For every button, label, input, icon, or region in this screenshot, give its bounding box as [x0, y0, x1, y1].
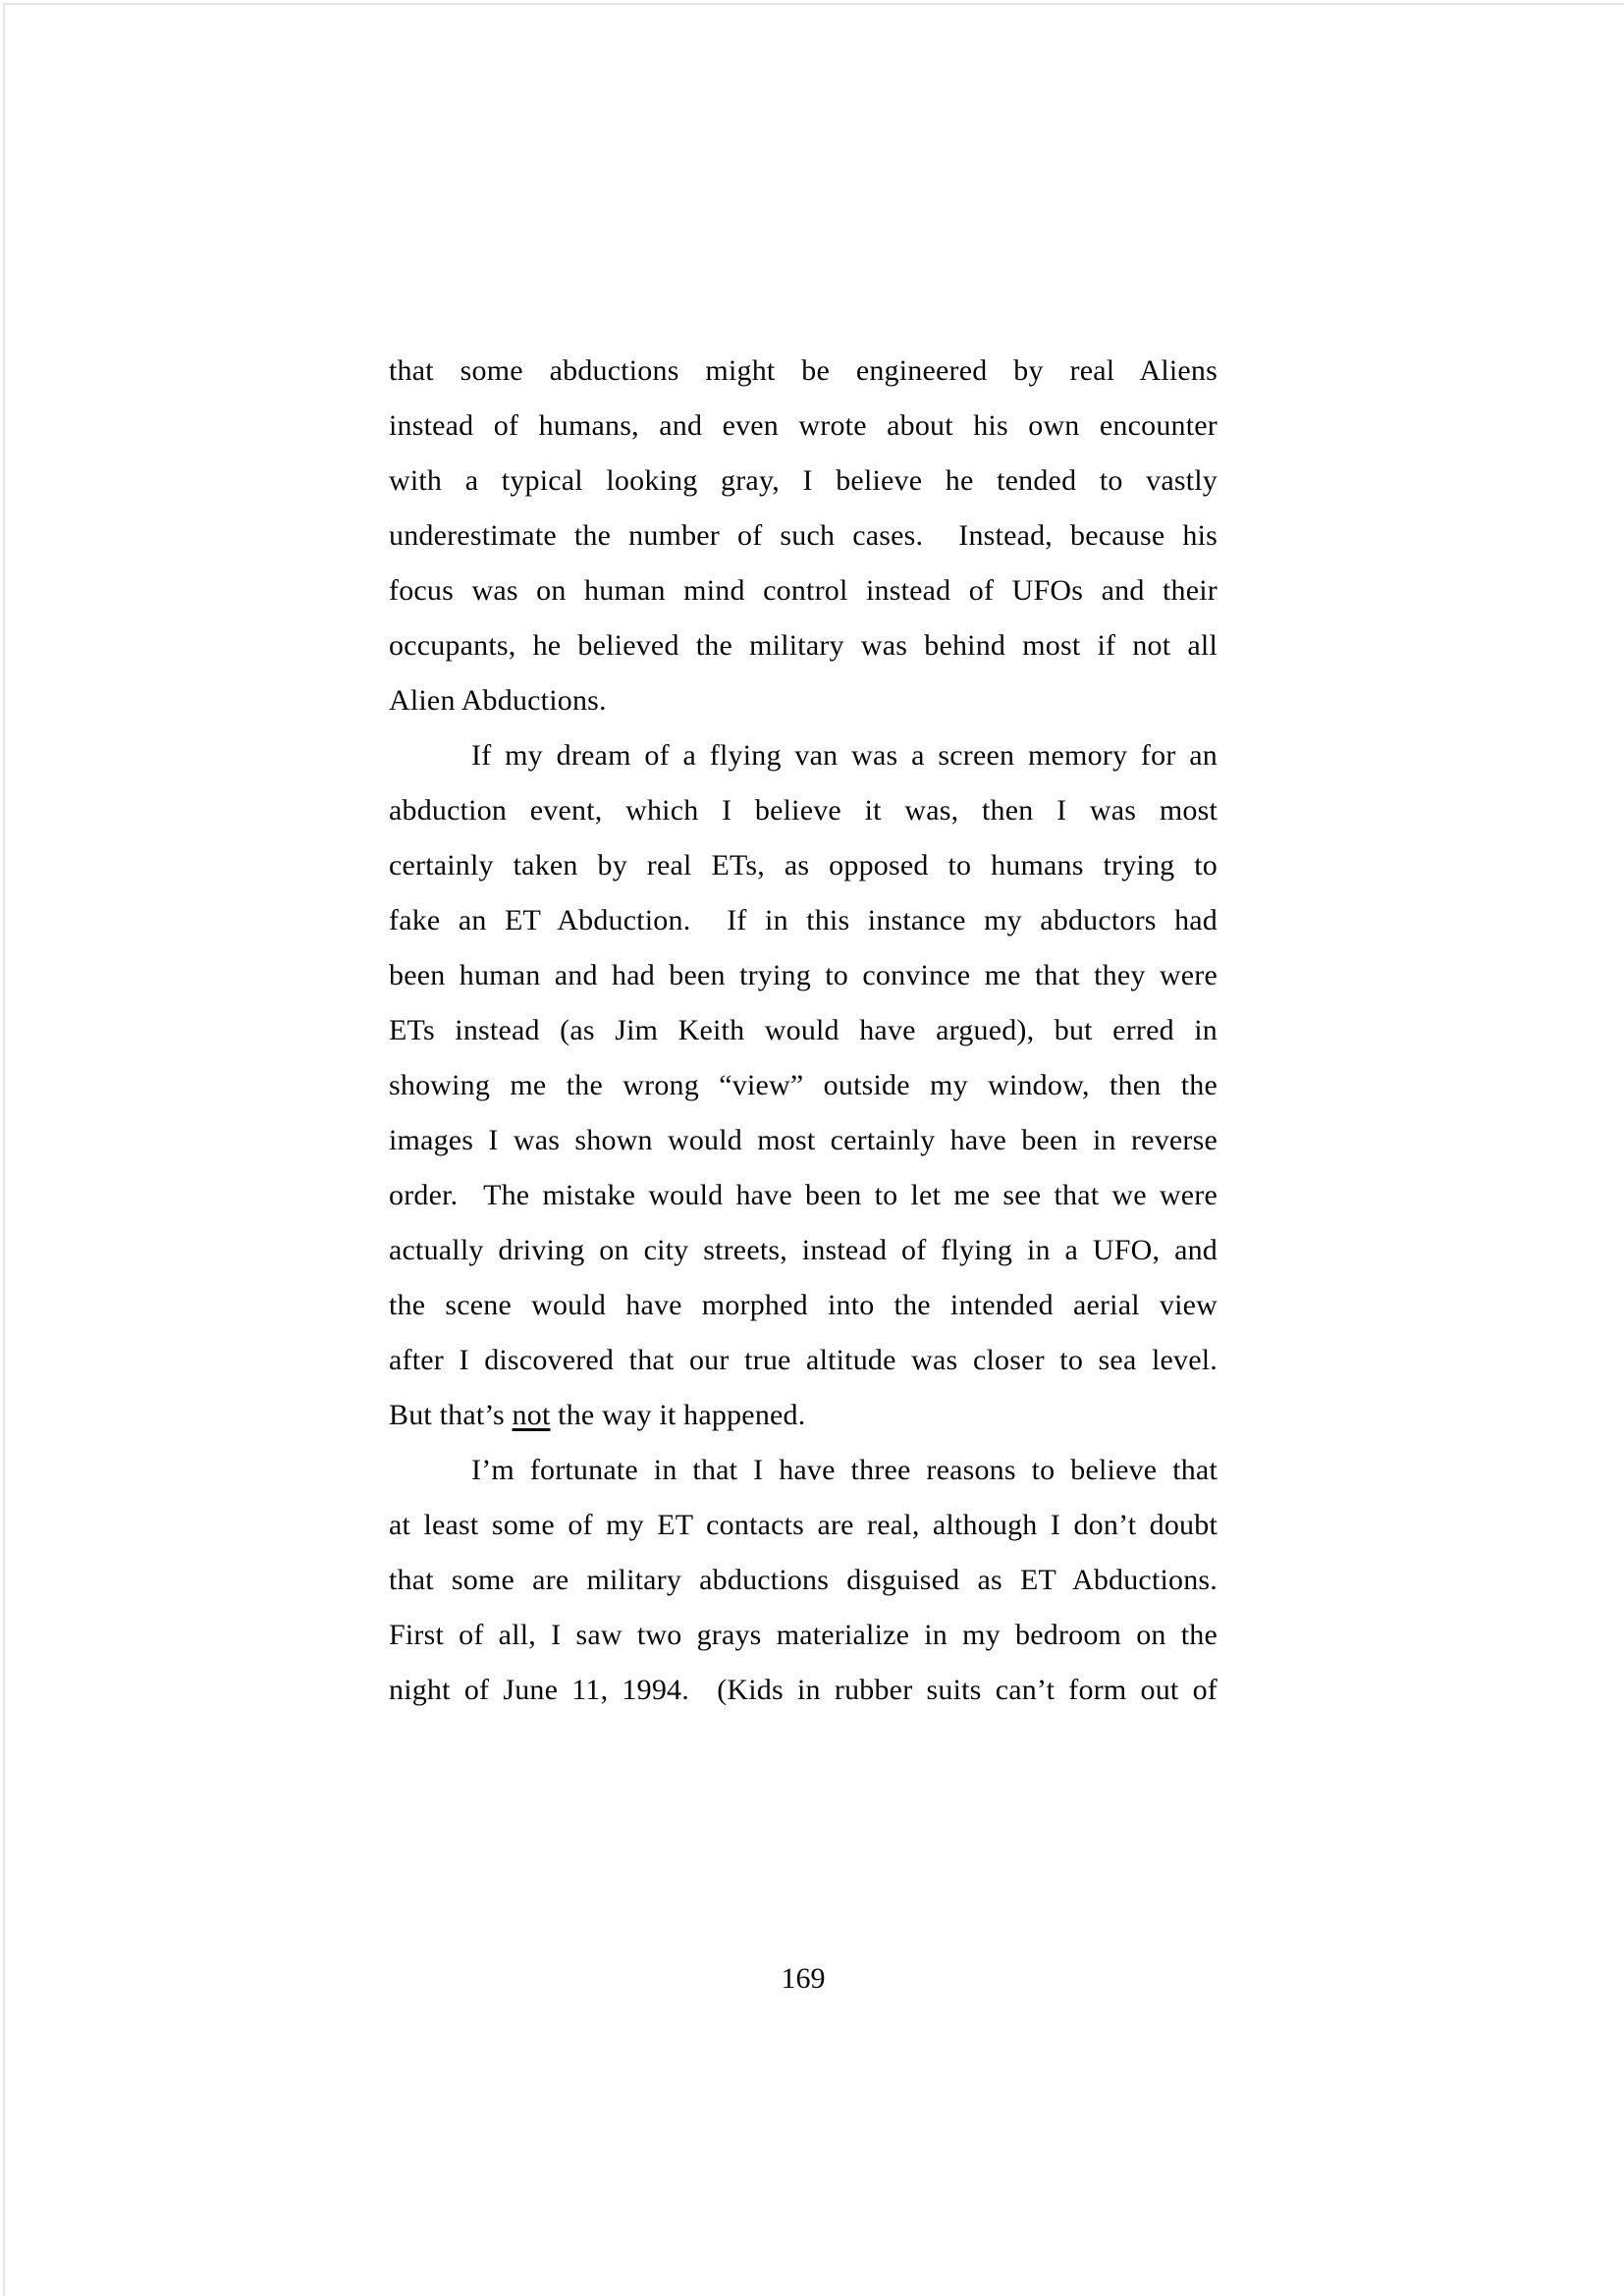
- text-line: that some abductions might be engineered by real Aliens: [389, 354, 1218, 387]
- text-line: night of June 11, 1994. (Kids in rubber suits can’t form out of: [389, 1674, 1218, 1706]
- text-line: I’m fortunate in that I have three reasons to believe that: [471, 1454, 1218, 1486]
- text-line: fake an ET Abduction. If in this instance my abductors had: [389, 904, 1218, 936]
- text-line: the scene would have morphed into the intended aerial view: [389, 1289, 1218, 1321]
- text-line: occupants, he believed the military was behind most if not all: [389, 629, 1218, 662]
- text-segment: But that’s: [389, 1399, 513, 1431]
- text-line: focus was on human mind control instead of UFOs and their: [389, 574, 1218, 607]
- body-text: [389, 344, 1218, 1718]
- text-line: order. The mistake would have been to let me see that we were: [389, 1179, 1218, 1211]
- text-line: showing me the wrong “view” outside my window, then the: [389, 1069, 1218, 1101]
- text-line-with-underline: [389, 1388, 1218, 1443]
- text-line: been human and had been trying to convince me that they were: [389, 959, 1218, 991]
- text-line: First of all, I saw two grays materialize in my bedroom on the: [389, 1619, 1218, 1651]
- text-line: If my dream of a flying van was a screen memory for an: [471, 739, 1218, 772]
- text-segment: the way it happened.: [550, 1399, 806, 1431]
- text-line: instead of humans, and even wrote about his own encounter: [389, 409, 1218, 442]
- text-line: certainly taken by real ETs, as opposed to humans trying to: [389, 849, 1218, 881]
- text-line: at least some of my ET contacts are real, although I don’t doubt: [389, 1509, 1218, 1541]
- text-line: ETs instead (as Jim Keith would have argued), but erred in: [389, 1014, 1218, 1046]
- page-number: 169: [781, 1962, 826, 1995]
- text-line: with a typical looking gray, I believe he tended to vastly: [389, 464, 1218, 497]
- text-line: that some are military abductions disguised as ET Abductions.: [389, 1564, 1218, 1596]
- text-line: underestimate the number of such cases. Instead, because his: [389, 519, 1218, 552]
- text-line: actually driving on city streets, instead of flying in a UFO, and: [389, 1234, 1218, 1266]
- text-line: Alien Abductions.: [389, 684, 607, 717]
- text-line: after I discovered that our true altitude was closer to sea level.: [389, 1344, 1218, 1376]
- underlined-word: not: [512, 1399, 551, 1431]
- text-line: images I was shown would most certainly have been in reverse: [389, 1124, 1218, 1156]
- text-line: abduction event, which I believe it was, then I was most: [389, 794, 1218, 827]
